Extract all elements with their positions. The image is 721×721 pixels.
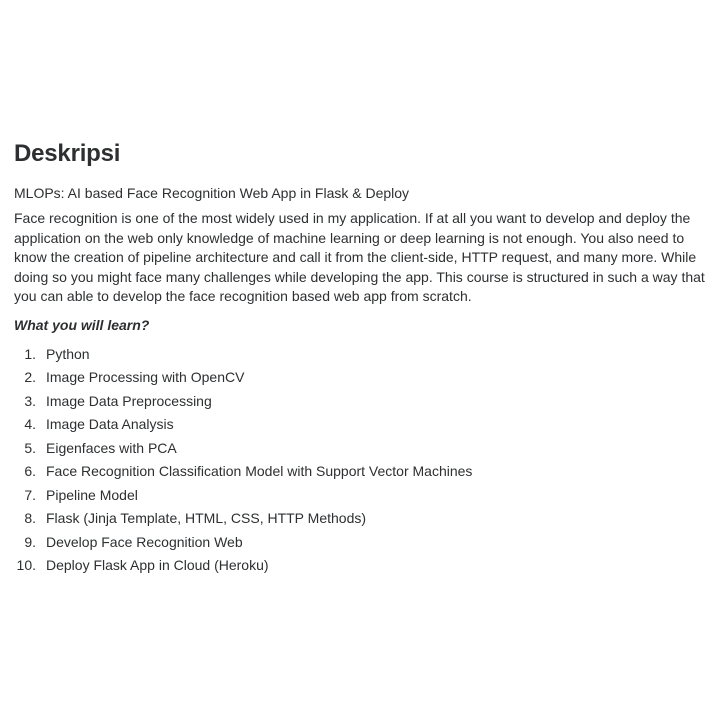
- learn-heading: What you will learn?: [14, 316, 150, 333]
- list-item-text: Pipeline Model: [46, 486, 138, 503]
- list-item-text: Deploy Flask App in Cloud (Heroku): [46, 557, 269, 573]
- list-item-number: 8.: [24, 510, 36, 526]
- list-item: [14, 366, 714, 390]
- section-heading: Deskripsi: [14, 140, 121, 167]
- list-item: [14, 390, 714, 414]
- learn-list: [14, 343, 714, 578]
- list-item: [14, 343, 714, 367]
- course-subtitle: MLOPs: AI based Face Recognition Web App in Flask & Deploy: [14, 185, 410, 201]
- list-item-number: 4.: [24, 416, 36, 432]
- list-item-text: Eigenfaces with PCA: [46, 439, 177, 456]
- list-item: [14, 460, 714, 484]
- list-item-text: Python: [46, 345, 90, 362]
- list-item-number: 9.: [24, 533, 36, 550]
- course-description: Face recognition is one of the most widely used in my application. If at all you want to develop and deploy the application on the web only knowledge of machine learning or deep learning is not enough. You also need to know the creation of pipeline architecture and call it from the client-side, HTTP request, and many more. While doing so you might face many challenges while developing the app. This course is structured in such a way that you can able to develop the face recognition based web app from scratch.: [14, 210, 705, 304]
- list-item-number: 3.: [24, 392, 36, 409]
- list-item: [14, 507, 714, 531]
- list-item-text: Image Data Preprocessing: [46, 392, 212, 409]
- list-item-number: 6.: [24, 463, 36, 479]
- list-item: [14, 413, 714, 437]
- list-item: [14, 437, 714, 461]
- list-item-text: Develop Face Recognition Web: [46, 533, 243, 550]
- list-item-text: Image Processing with OpenCV: [46, 369, 245, 385]
- list-item: [14, 531, 714, 555]
- list-item-text: Image Data Analysis: [46, 416, 174, 432]
- list-item-text: Flask (Jinja Template, HTML, CSS, HTTP Methods): [46, 510, 367, 526]
- list-item-number: 1.: [24, 345, 36, 362]
- description-section: [14, 138, 714, 578]
- list-item: [14, 554, 714, 578]
- list-item-number: 10.: [16, 557, 36, 573]
- list-item-number: 2.: [24, 369, 36, 385]
- list-item: [14, 484, 714, 508]
- list-item-text: Face Recognition Classification Model with Support Vector Machines: [46, 463, 473, 479]
- list-item-number: 7.: [24, 486, 36, 503]
- list-item-number: 5.: [24, 439, 36, 456]
